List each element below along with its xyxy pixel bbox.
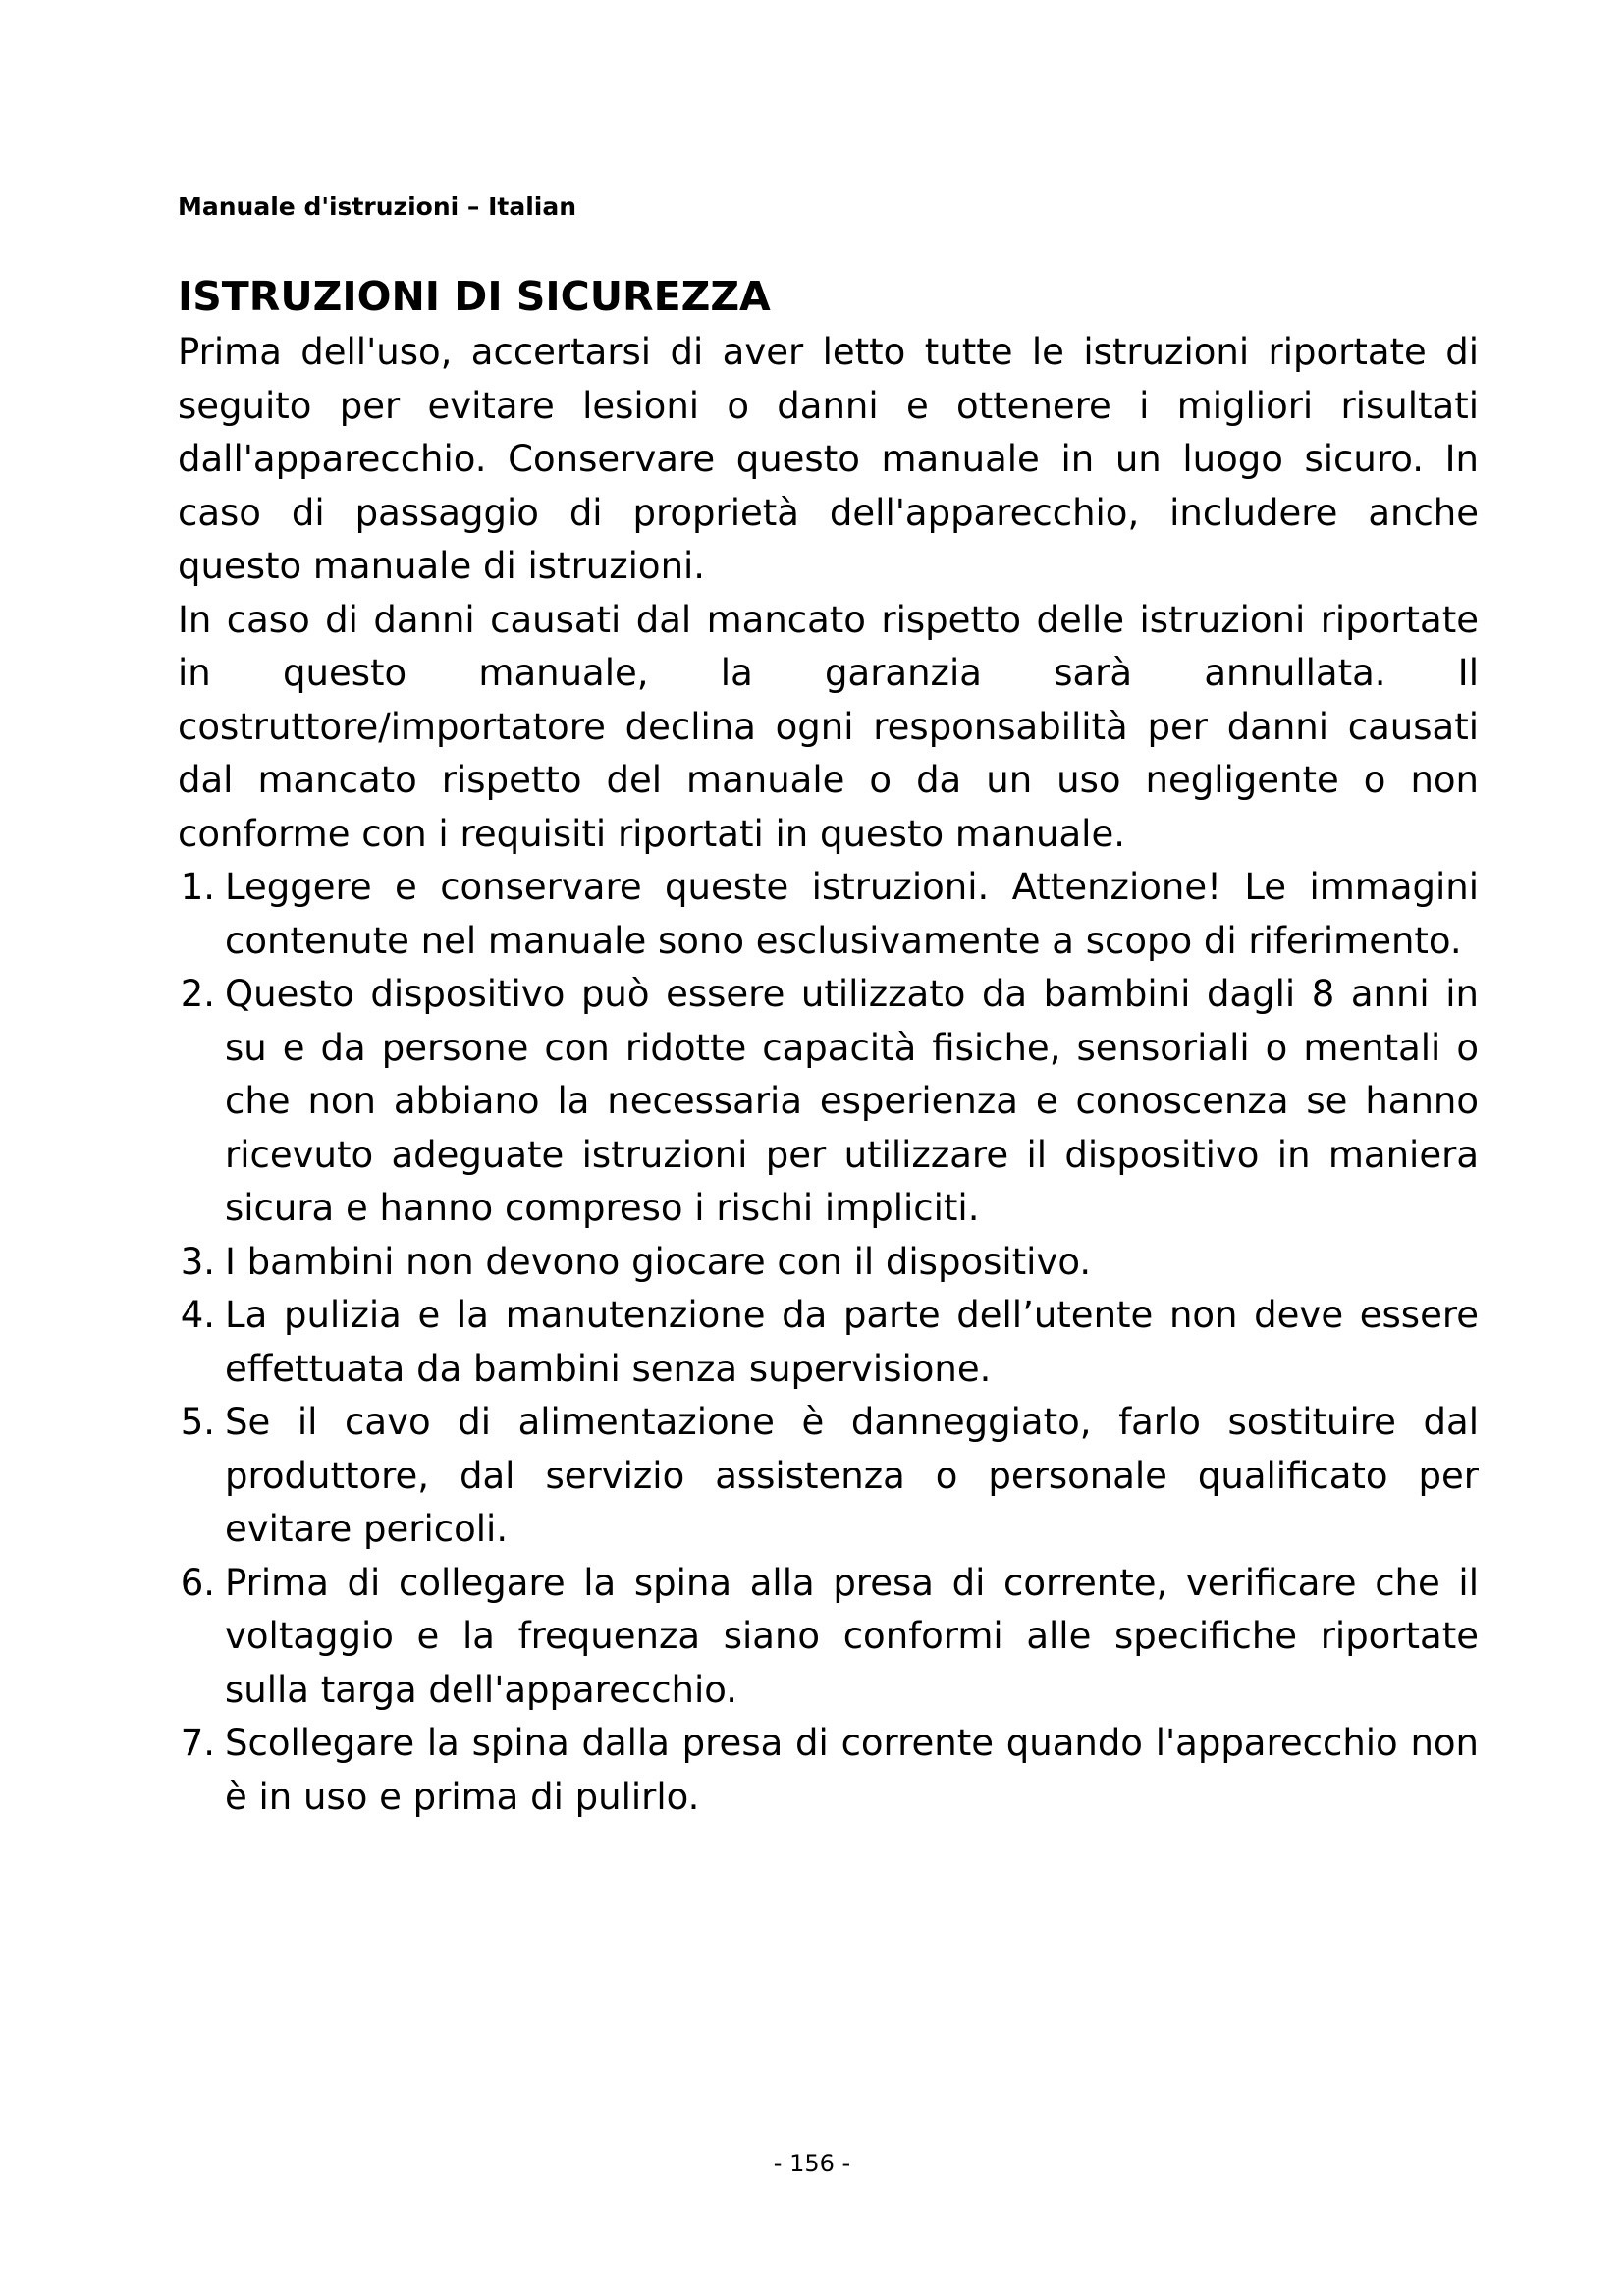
list-item <box>178 1396 1479 1557</box>
list-item-text: La pulizia e la manutenzione da parte dell’utente non deve essere effettuata da bambini senza supervisione. <box>225 1294 1479 1390</box>
list-item-number: 4. <box>180 1294 215 1336</box>
list-item <box>178 1289 1479 1396</box>
page-number: - 156 - <box>773 2150 851 2177</box>
list-item-text: I bambini non devono giocare con il dispositivo. <box>225 1240 1092 1283</box>
list-item <box>178 968 1479 1236</box>
warranty-paragraph: In caso di danni causati dal mancato rispetto delle istruzioni riportate in questo manuale, la garanzia sarà annullata. Il costruttore/importatore declina ogni responsabilità per danni causati dal mancato rispetto del manuale o da un uso negligente o non conforme con i requisiti riportati in questo manuale. <box>178 598 1479 855</box>
list-item-number: 7. <box>180 1722 215 1764</box>
list-item-text: Se il cavo di alimentazione è danneggiato, farlo sostituire dal produttore, dal servizio assistenza o personale qualificato per evitare pericoli. <box>225 1401 1479 1550</box>
list-item-text: Questo dispositivo può essere utilizzato da bambini dagli 8 anni in su e da persone con ridotte capacità fisiche, sensoriali o mentali o che non abbiano la necessaria esperienza e conoscenza se hanno ricevuto adeguate istruzioni per utilizzare il dispositivo in maniera sicura e hanno compreso i rischi impliciti. <box>225 973 1479 1229</box>
list-item-number: 3. <box>180 1240 215 1283</box>
section-body <box>178 326 1479 1824</box>
list-item-number: 1. <box>180 866 215 908</box>
intro-paragraph: Prima dell'uso, accertarsi di aver letto tutte le istruzioni riportate di seguito per evitare lesioni o danni e ottenere i migliori risultati dall'apparecchio. Conservare questo manuale in un luogo sicuro. In caso di passaggio di proprietà dell'apparecchio, includere anche questo manuale di istruzioni. <box>178 331 1479 587</box>
list-item <box>178 861 1479 968</box>
list-item-text: Prima di collegare la spina alla presa di corrente, verificare che il voltaggio e la frequenza siano conformi alle specifiche riportate sulla targa dell'apparecchio. <box>225 1561 1479 1711</box>
section-title: ISTRUZIONI DI SICUREZZA <box>178 273 771 320</box>
list-item <box>178 1557 1479 1718</box>
list-item <box>178 1236 1479 1290</box>
page-header: Manuale d'istruzioni – Italian <box>178 192 577 221</box>
safety-list <box>178 861 1479 1824</box>
list-item-number: 6. <box>180 1561 215 1604</box>
list-item-number: 5. <box>180 1401 215 1443</box>
list-item-text: Leggere e conservare queste istruzioni. Attenzione! Le immagini contenute nel manuale sono esclusivamente a scopo di riferimento. <box>225 866 1479 962</box>
list-item-number: 2. <box>180 973 215 1015</box>
list-item-text: Scollegare la spina dalla presa di corrente quando l'apparecchio non è in uso e prima di pulirlo. <box>225 1722 1479 1818</box>
list-item <box>178 1717 1479 1824</box>
